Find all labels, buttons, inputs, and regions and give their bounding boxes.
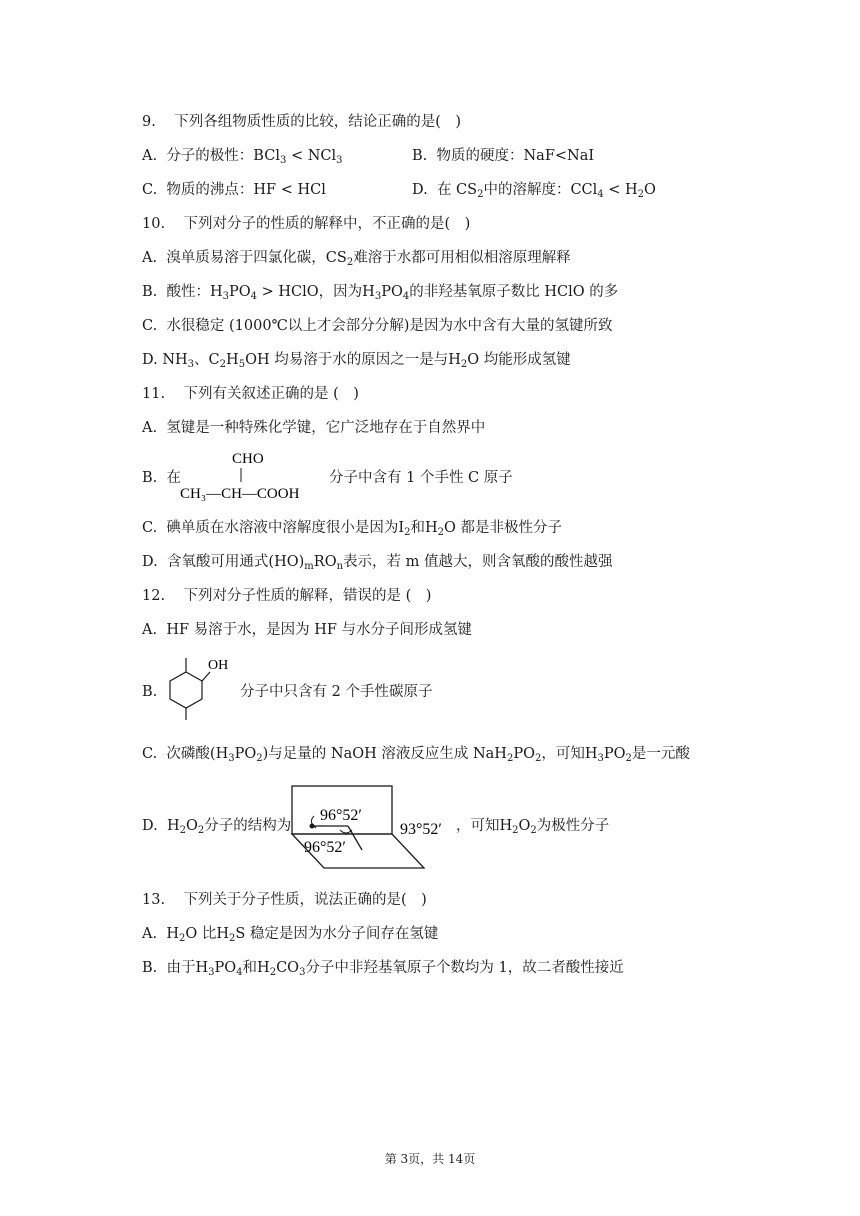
option-label: B. [142, 960, 158, 976]
option-label: A. [142, 420, 158, 436]
option-text: O 比H [185, 926, 229, 942]
q12-option-b [142, 682, 157, 702]
option-text: O 均能形成氢键 [467, 352, 571, 368]
subscript: 3 [336, 155, 343, 166]
q9-option-b [412, 146, 594, 166]
q12-option-d [142, 816, 291, 841]
question-text: 下列对分子的性质的解释中，不正确的是( ) [183, 216, 471, 232]
option-text: 难溶于水都可用相似相溶原理解释 [353, 250, 571, 266]
structure-cho: CHO [232, 451, 264, 467]
question-text: 下列各组物质性质的比较，结论正确的是( ) [174, 114, 462, 130]
question-text: 下列有关叙述正确的是 ( ) [183, 386, 359, 402]
q12-option-d-text [456, 816, 609, 841]
angle-label-1: 96°52′ [320, 807, 362, 824]
option-text: 和H [242, 960, 270, 976]
option-text: ，可知H [541, 746, 598, 762]
option-text: 含氧酸可用通式(HO) [166, 554, 305, 570]
option-label: A. [142, 250, 158, 266]
option-text: 在 CS [436, 182, 478, 198]
option-text: 表示，若 m 值越大，则含氧酸的酸性越强 [343, 554, 613, 570]
option-label: D. [142, 352, 158, 368]
subscript: 2 [460, 359, 468, 370]
option-text: HF 易溶于水，是因为 HF 与水分子间形成氢键 [166, 622, 473, 638]
subscript: 2 [625, 753, 632, 764]
subscript: 4 [250, 291, 258, 302]
option-text: 分子的极性：BCl [166, 148, 280, 164]
subscript: 2 [256, 753, 263, 764]
option-text: 的非羟基氧原子数比 HClO 的多 [409, 284, 619, 300]
q9-option-d [412, 180, 656, 205]
subscript: 3 [228, 753, 235, 764]
option-text: 溴单质易溶于四氯化碳，CS [166, 250, 347, 266]
option-text: > HClO，因为H [257, 284, 375, 300]
option-text: 分子中含有 1 个手性 C 原子 [329, 470, 513, 486]
oh-group: OH [208, 658, 229, 673]
option-label: C. [142, 318, 158, 334]
subscript: 2 [506, 753, 514, 764]
question-10-stem [142, 214, 470, 234]
question-11-stem [142, 384, 359, 404]
q10-option-c [142, 316, 612, 336]
option-label: C. [142, 746, 158, 762]
option-text: 、C [194, 352, 220, 368]
option-text: 分子中只含有 2 个手性碳原子 [240, 684, 433, 700]
subscript: 4 [236, 967, 243, 978]
subscript: 3 [222, 291, 230, 302]
subscript: 2 [437, 527, 445, 538]
option-text: 碘单质在水溶液中溶解度很小是因为I [166, 520, 405, 536]
option-text: O 都是非极性分子 [444, 520, 563, 536]
option-text: 由于H [166, 960, 209, 976]
option-label: B. [142, 284, 158, 300]
subscript: 3 [299, 967, 306, 978]
subscript: n [336, 561, 344, 572]
option-text: H [226, 352, 239, 368]
option-label: C. [142, 182, 158, 198]
option-text: < H [603, 182, 638, 198]
subscript: 4 [597, 189, 604, 200]
option-text: PO [513, 746, 535, 762]
q12-option-b-text [240, 682, 432, 702]
option-label: D. [412, 182, 428, 198]
subscript: 3 [374, 291, 382, 302]
option-text: 水很稳定 (1000℃以上才会部分分解)是因为水中含有大量的氢键所致 [166, 318, 613, 334]
option-text: H [166, 926, 179, 942]
option-text: 物质的沸点：HF < HCl [166, 182, 326, 198]
option-label: B. [142, 684, 158, 700]
subscript: 2 [178, 933, 186, 944]
q11-option-c [142, 518, 562, 543]
option-label: A. [142, 926, 158, 942]
structure-chain: CH₃—CH—COOH [180, 486, 300, 502]
option-text: 和H [410, 520, 438, 536]
option-text: RO [313, 554, 337, 570]
q12-option-a [142, 620, 472, 640]
option-text: OH 均易溶于水的原因之一是与H [245, 352, 461, 368]
subscript: 2 [534, 753, 542, 764]
option-text: 酸性：H [166, 284, 223, 300]
subscript: 2 [229, 933, 236, 944]
option-label: B. [412, 148, 428, 164]
subscript: 3 [208, 967, 215, 978]
q11-option-d [142, 552, 613, 577]
subscript: 2 [512, 825, 519, 836]
subscript: 3 [187, 359, 195, 370]
option-text: 氢键是一种特殊化学键，它广泛地存在于自然界中 [166, 420, 486, 436]
option-label: D. [142, 554, 158, 570]
option-text: O [185, 818, 198, 834]
q10-option-b [142, 282, 618, 307]
h2o2-structure-diagram [282, 782, 442, 874]
option-text: 中的溶解度：CCl [483, 182, 598, 198]
subscript: 2 [637, 189, 645, 200]
question-text: 下列对分子性质的解释，错误的是 ( ) [183, 588, 432, 604]
option-text: PO [229, 284, 251, 300]
q13-option-b [142, 958, 624, 983]
question-number: 9. [142, 114, 156, 130]
option-text: O [644, 182, 656, 198]
subscript: 2 [219, 359, 227, 370]
option-text: 次磷酸(H [166, 746, 229, 762]
option-label: A. [142, 622, 158, 638]
subscript: 2 [179, 825, 186, 836]
question-9-stem [142, 112, 461, 132]
question-12-stem [142, 586, 431, 606]
option-text: 分子的结构为 [204, 818, 292, 834]
option-label: D. [142, 818, 158, 834]
q11-option-b-text [329, 468, 513, 488]
option-text: O [518, 818, 531, 834]
option-label: B. [142, 470, 158, 486]
q10-option-d [142, 350, 571, 375]
menthol-like-structure [160, 652, 240, 724]
option-text: PO [234, 746, 257, 762]
subscript: 5 [238, 359, 246, 370]
q12-option-c [142, 744, 690, 769]
question-number: 12. [142, 588, 166, 604]
subscript: 2 [269, 967, 277, 978]
subscript: 3 [279, 155, 287, 166]
subscript: 2 [346, 257, 354, 268]
lactic-aldehyde-structure [176, 446, 336, 504]
option-text: PO [214, 960, 237, 976]
option-text: 分子中非羟基氧原子个数均为 1，故二者酸性接近 [305, 960, 624, 976]
q13-option-a [142, 924, 438, 949]
option-text: 物质的硬度：NaF<NaI [436, 148, 595, 164]
option-text: PO [603, 746, 626, 762]
question-number: 10. [142, 216, 166, 232]
page-footer: 第 3页，共 14页 [384, 1152, 476, 1166]
q11-option-a [142, 418, 485, 438]
option-text: 是一元酸 [631, 746, 690, 762]
subscript: 3 [597, 753, 604, 764]
subscript: 2 [477, 189, 484, 200]
question-number: 11. [142, 386, 166, 402]
question-13-stem [142, 890, 427, 910]
option-text: ，可知H [456, 818, 513, 834]
subscript: 2 [404, 527, 411, 538]
option-text: < NCl [286, 148, 337, 164]
option-text: S 稳定是因为水分子间存在氢键 [235, 926, 439, 942]
angle-label-2: 96°52′ [304, 839, 346, 856]
question-text: 下列关于分子性质，说法正确的是( ) [183, 892, 427, 908]
option-text: PO [381, 284, 403, 300]
option-text: H [166, 818, 180, 834]
subscript: 2 [530, 825, 537, 836]
option-text: 在 [166, 470, 181, 486]
subscript: 4 [402, 291, 410, 302]
option-label: A. [142, 148, 158, 164]
option-text: 为极性分子 [536, 818, 610, 834]
option-text: CO [276, 960, 300, 976]
subscript: 2 [197, 825, 205, 836]
option-label: C. [142, 520, 158, 536]
q9-option-c [142, 180, 326, 200]
q10-option-a [142, 248, 571, 273]
angle-label-3: 93°52′ [400, 821, 442, 838]
question-number: 13. [142, 892, 166, 908]
q9-option-a [142, 146, 343, 171]
option-text: )与足量的 NaOH 溶液反应生成 NaH [262, 746, 507, 762]
option-text: NH [162, 352, 188, 368]
subscript: m [304, 561, 314, 572]
